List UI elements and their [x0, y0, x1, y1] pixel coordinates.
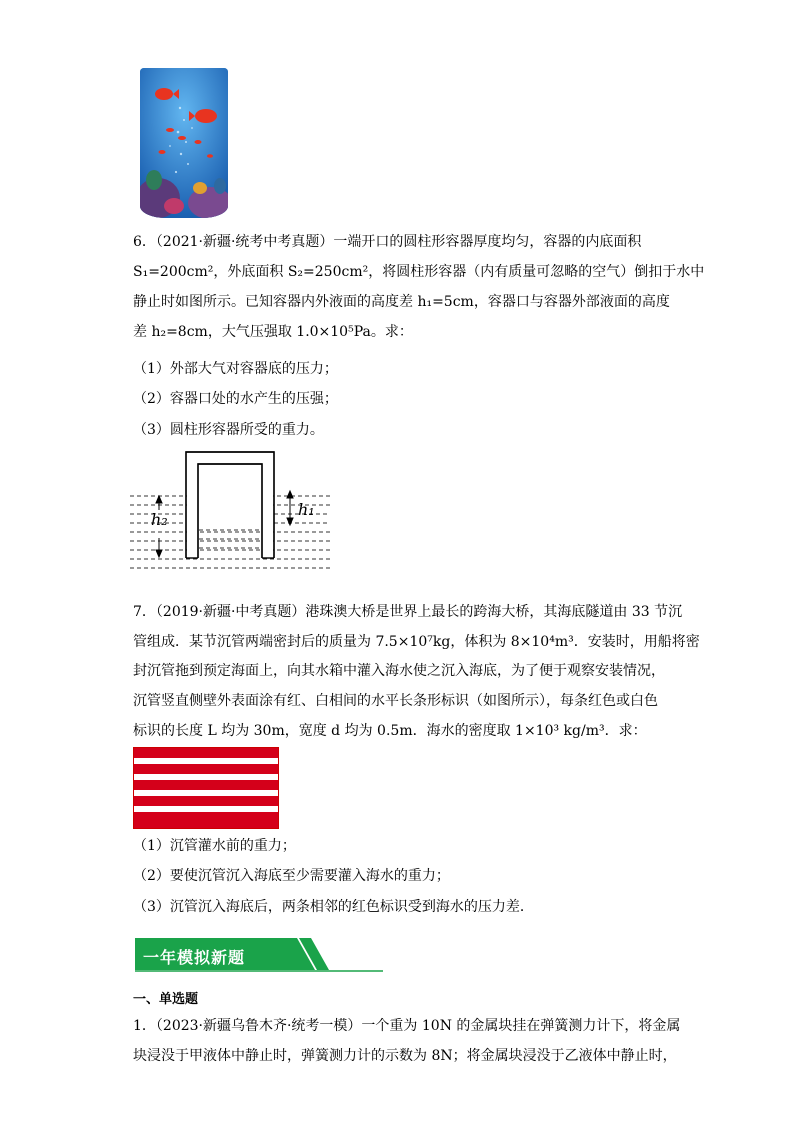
section-banner — [135, 938, 383, 972]
q1-text-line1: 1．（2023·新疆乌鲁木齐·统考一模）一个重为 10N 的金属块挂在弹簧测力计下，将金属 — [133, 1018, 681, 1034]
q7-text-line4: 沉管竖直侧壁外表面涂有红、白相间的水平长条形标识（如图所示），每条红色或白色 — [133, 693, 658, 709]
q7-text-line3: 封沉管拖到预定海面上，向其水箱中灌入海水使之沉入海底，为了便于观察安装情况， — [133, 663, 665, 679]
label-h1: h₁ — [298, 500, 315, 519]
q6-text-line4: 差 h₂=8cm，大气压强取 1.0×10⁵Pa。求： — [133, 324, 413, 340]
q6-text-line3: 静止时如图所示。已知容器内外液面的高度差 h₁=5cm，容器口与容器外部液面的高度 — [133, 294, 670, 310]
aquarium-illustration — [140, 68, 228, 218]
q6-sub3: （3）圆柱形容器所受的重力。 — [133, 422, 324, 438]
q6-sub2: （2）容器口处的水产生的压强； — [133, 391, 338, 407]
q7-sub2: （2）要使沉管沉入海底至少需要灌入海水的重力； — [133, 868, 450, 884]
q6-sub1: （1）外部大气对容器底的压力； — [133, 361, 338, 377]
q1-text-line2: 块浸没于甲液体中静止时，弹簧测力计的示数为 8N；将金属块浸没于乙液体中静止时， — [133, 1048, 677, 1064]
q7-sub3: （3）沉管沉入海底后，两条相邻的红色标识受到海水的压力差． — [133, 899, 534, 915]
q7-sub1: （1）沉管灌水前的重力； — [133, 838, 296, 854]
q7-text-line5: 标识的长度 L 均为 30m，宽度 d 均为 0.5m．海水的密度取 1×10³ kg/m³．求： — [133, 723, 647, 739]
stripe-illustration — [134, 748, 278, 828]
label-h2: h₂ — [151, 510, 168, 529]
q6-text-line1: 6．（2021·新疆·统考中考真题）一端开口的圆柱形容器厚度均匀，容器的内底面积 — [133, 234, 642, 250]
stripe-figure — [133, 747, 279, 829]
aquarium-image — [140, 68, 228, 218]
q6-text-line2: S₁=200cm²，外底面积 S₂=250cm²，将圆柱形容器（内有质量可忽略的空气）倒扣于水中 — [133, 264, 705, 280]
q7-text-line2: 管组成．某节沉管两端密封后的质量为 7.5×10⁷kg，体积为 8×10⁴m³．安装时，用船将密 — [133, 634, 700, 650]
section-heading: 一、单选题 — [133, 992, 199, 1007]
banner-title: 一年模拟新题 — [143, 948, 246, 967]
q7-text-line1: 7．（2019·新疆·中考真题）港珠澳大桥是世界上最长的跨海大桥，其海底隧道由 33 节沉 — [133, 604, 683, 620]
